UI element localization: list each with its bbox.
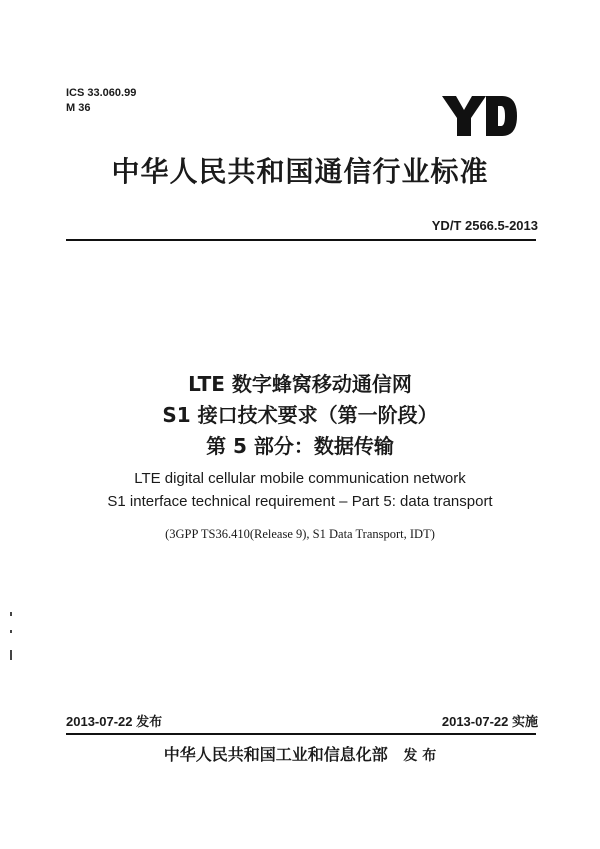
- issuer-verb: 发 布: [403, 748, 437, 764]
- bottom-divider: [66, 733, 536, 735]
- standard-number: YD/T 2566.5-2013: [431, 218, 538, 233]
- implement-date-line: [442, 711, 538, 730]
- standard-category: 中华人民共和国通信行业标准: [111, 155, 489, 188]
- classification-code: M 36: [66, 102, 91, 114]
- reference-note: (3GPP TS36.410(Release 9), S1 Data Transport, IDT): [165, 527, 435, 541]
- issuer-name: 中华人民共和国工业和信息化部: [163, 745, 388, 764]
- issuer-line: [0, 742, 600, 765]
- title-zh-line2: S1 接口技术要求（第一阶段）: [162, 403, 438, 427]
- publish-date-line: [66, 711, 162, 730]
- top-divider: [66, 239, 536, 241]
- binding-marks: [8, 612, 14, 662]
- title-zh-line3: 第 5 部分：数据传输: [206, 434, 394, 458]
- title-en-line2: S1 interface technical requirement – Part 5: data transport: [107, 493, 493, 510]
- implement-date: 2013-07-22: [441, 714, 509, 729]
- publish-label: 发布: [136, 715, 163, 730]
- title-en-line1: LTE digital cellular mobile communication network: [134, 470, 466, 487]
- yd-logo: [440, 94, 518, 138]
- ics-code: ICS 33.060.99: [66, 87, 137, 99]
- implement-label: 实施: [511, 714, 538, 729]
- publish-date: 2013-07-22: [66, 714, 133, 729]
- title-zh-line1: LTE 数字蜂窝移动通信网: [188, 372, 412, 396]
